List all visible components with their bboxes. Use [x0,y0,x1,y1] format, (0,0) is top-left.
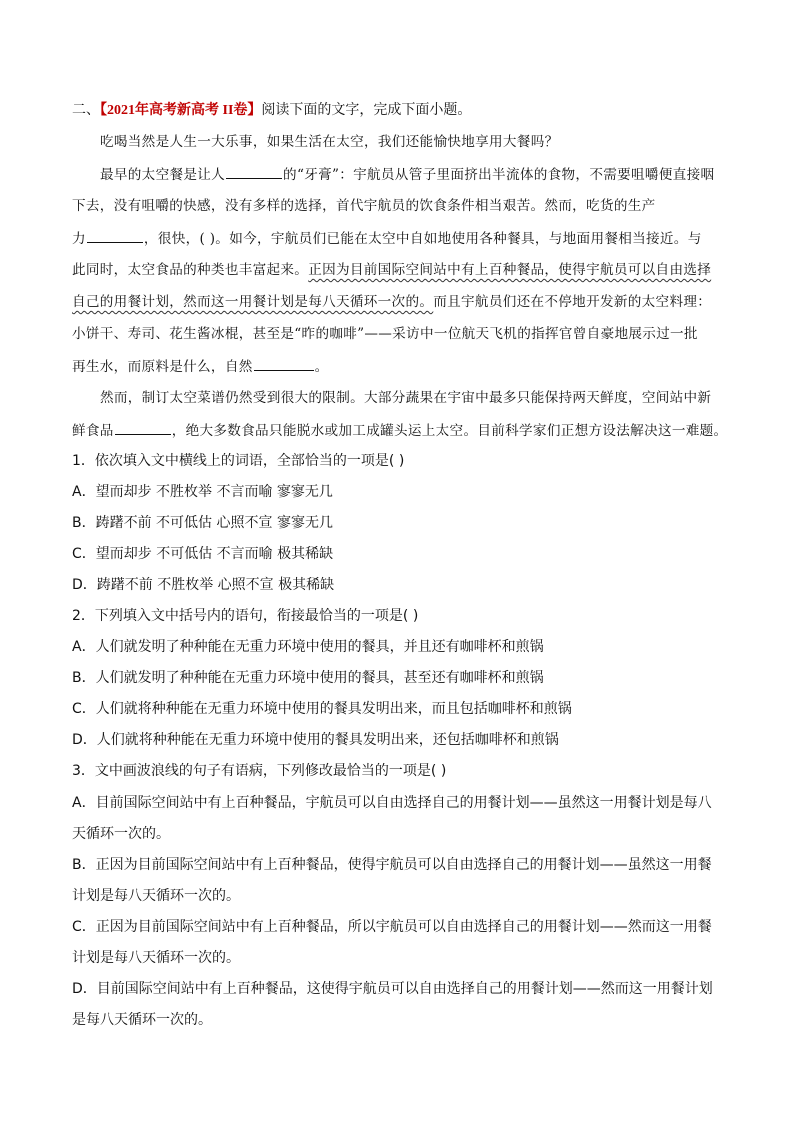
question-2-option-b: B．人们就发明了种种能在无重力环境中使用的餐具，甚至还有咖啡杯和煎锅 [72,670,544,686]
question-2-option-d: D．人们就将种种能在无重力环境中使用的餐具发明出来，还包括咖啡杯和煎锅 [72,732,559,748]
passage-text: 。 [314,359,329,375]
passage-text: 然而，制订太空菜谱仍然受到很大的限制。大部分蔬果在宇宙中最多只能保持两天鲜度，空间站中新 [100,390,712,406]
question-3-option-d: D．目前国际空间站中有上百种餐品，这使得宇航员可以自由选择自己的用餐计划——然而这一用餐计划 [72,981,713,997]
section-number: 二、 [72,102,100,118]
passage-line [72,356,724,377]
wavy-underlined-sentence: 自己的用餐计划，然而这一用餐计划是每八天循环一次的。 [72,294,434,310]
passage-text: 而且宇航员们还在不停地开发新的太空料理： [433,294,712,310]
question-3-option-a-cont: 天循环一次的。 [72,826,170,842]
answer-blank-1 [226,164,282,179]
passage-text: 再生水，而原料是什么，自然 [72,359,253,375]
passage-line [100,164,724,185]
passage-line [72,292,724,312]
section-instruction: 阅读下面的文字，完成下面小题。 [261,102,472,118]
passage-text: 力 [72,231,86,247]
question-3-option-c: C．正因为目前国际空间站中有上百种餐品，所以宇航员可以自由选择自己的用餐计划——然而这一用餐 [72,919,712,935]
passage-text: 最早的太空餐是让人 [100,167,226,183]
question-1-option-d: D．踌躇不前 不胜枚举 心照不宣 极其稀缺 [72,577,335,593]
question-3-option-a: A．目前国际空间站中有上百种餐品，宇航员可以自由选择自己的用餐计划——虽然这一用餐计划是每八 [72,795,712,811]
answer-blank-3 [254,356,314,371]
question-2-stem: 2．下列填入文中括号内的语句，衔接最恰当的一项是( ) [72,608,419,624]
passage-text: 此同时，太空食品的种类也丰富起来。 [72,262,309,278]
question-3-option-b-cont: 计划是每八天循环一次的。 [72,888,240,904]
question-1-stem: 1．依次填入文中横线上的词语，全部恰当的一项是( ) [72,453,405,469]
passage-line [72,420,728,441]
answer-blank-4 [115,420,171,435]
passage-text: 小饼干、寿司、花生酱冰棍，甚至是“昨的咖啡”——采访中一位航天飞机的指挥官曾自豪地展示过一批 [72,326,698,342]
passage-line [72,228,724,249]
passage-text: ，很快，( )。如今，宇航员们已能在太空中自如地使用各种餐具，与地面用餐相当接近。与 [143,231,702,247]
passage-text: 鲜食品 [72,423,114,439]
answer-blank-2 [87,228,143,243]
question-3-option-c-cont: 计划是每八天循环一次的。 [72,950,240,966]
question-1-option-a: A．望而却步 不胜枚举 不言而喻 寥寥无几 [72,484,333,500]
passage-line [72,324,724,344]
wavy-underlined-sentence: 正因为目前国际空间站中有上百种餐品，使得宇航员可以自由选择 [308,262,712,278]
question-1-option-b: B．踌躇不前 不可低估 心照不宣 寥寥无几 [72,515,333,531]
question-2-option-a: A．人们就发明了种种能在无重力环境中使用的餐具，并且还有咖啡杯和煎锅 [72,639,544,655]
passage-line [72,196,724,216]
passage-text: ，绝大多数食品只能脱水或加工成罐头运上太空。目前科学家们正想方设法解决这一难题。 [171,423,728,439]
passage-text: 下去，没有咀嚼的快感，没有多样的选择，首代宇航员的饮食条件相当艰苦。然而，吃货的生产 [72,198,656,214]
exam-source: 【2021年高考新高考 II卷】 [100,103,262,118]
passage-text: 吃喝当然是人生一大乐事，如果生活在太空，我们还能愉快地享用大餐吗？ [100,134,559,150]
question-3-option-d-cont: 是每八天循环一次的。 [72,1012,212,1028]
question-1-option-c: C．望而却步 不可低估 不言而喻 极其稀缺 [72,546,334,562]
passage-line [72,260,724,280]
question-2-option-c: C．人们就将种种能在无重力环境中使用的餐具发明出来，而且包括咖啡杯和煎锅 [72,701,572,717]
question-3-option-b: B．正因为目前国际空间站中有上百种餐品，使得宇航员可以自由选择自己的用餐计划——虽然这一用餐 [72,857,712,873]
passage-text: 的“牙膏”：宇航员从管子里面挤出半流体的食物，不需要咀嚼便直接咽 [283,167,715,183]
passage-paragraph-1 [100,132,724,152]
passage-line [100,388,724,408]
question-3-stem: 3．文中画波浪线的句子有语病，下列修改最恰当的一项是( ) [72,763,447,779]
section-header [72,100,724,121]
